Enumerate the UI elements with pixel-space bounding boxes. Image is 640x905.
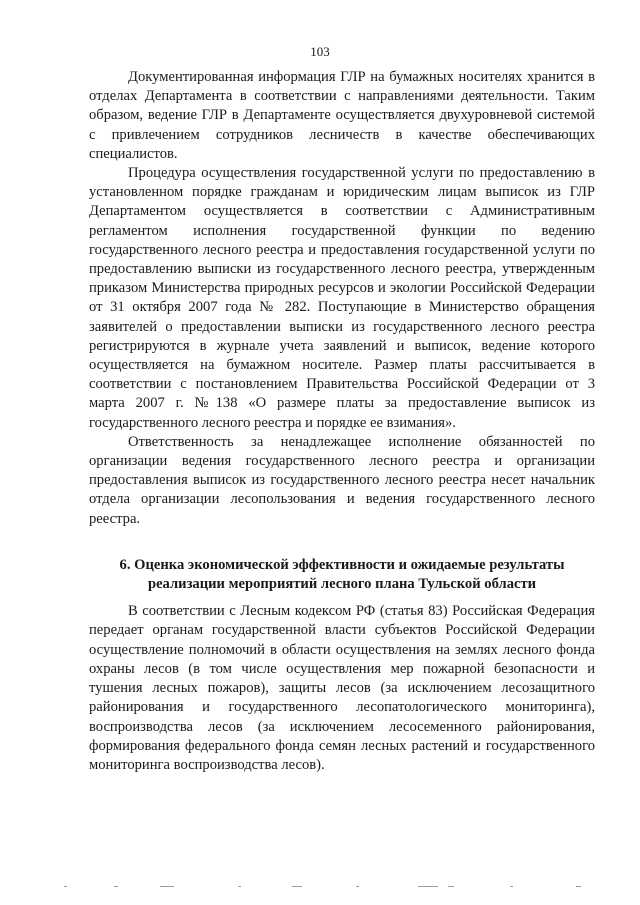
section-heading <box>89 556 595 594</box>
paragraph-forest-code: В соответствии с Лесным кодексом РФ (статья 83) Российская Федерация передает органам государственной власти субъектов Российской Федерации осуществление полномочий в области осуществления на землях лесного фонда охраны лесов (в том числе осуществления мер пожарной безопасности и тушения лесных пожаров), защиты лесов (за исключением лесозащитного районирования и государственного лесопатологического мониторинга), воспроизводства лесов (за исключением лесосеменного районирования, формирования федерального фонда семян лесных растений и государственного мониторинга воспроизводства лесов). <box>89 603 595 773</box>
paragraph-glr-storage: Документированная информация ГЛР на бумажных носителях хранится в отделах Департамента в соответствии с направлениями деятельности. Таким образом, ведение ГЛР в Департаменте осуществляется двухуровневой системой с привлечением сотрудников лесничеств в качестве обеспечивающих специалистов. <box>89 69 595 162</box>
scan-artifacts <box>56 884 616 890</box>
section-heading-line-2: реализации мероприятий лесного плана Тульской области <box>147 576 537 593</box>
paragraph-service-procedure: Процедура осуществления государственной услуги по предоставлению в установленном порядке гражданам и юридическим лицам выписок из ГЛР Департаментом осуществляется в соответствии с Административным регламентом исполнения государственной функции по ведению государственного лесного реестра и предоставления государственной услуги по предоставлению выписки из государственного лесного реестра, утвержденным приказом Министерства природных ресурсов и экологии Российской Федерации от 31 октября 2007 года № 282. Поступающие в Министерство обращения заявителей о предоставлении выписки из государственного лесного реестра регистрируются в журнале учета заявлений и выписок, ведение которого осуществляется на бумажном носителе. Размер платы рассчитывается в соответствии с постановлением Правительства Российской Федерации от 3 марта 2007 г. №138 «О размере платы за предоставление выписок из государственного лесного реестра и порядке ее взимания». <box>89 165 595 431</box>
page-number: 103 <box>310 44 330 59</box>
document-body <box>89 68 595 775</box>
paragraph-responsibility: Ответственность за ненадлежащее исполнение обязанностей по организации ведения государственного лесного реестра и организации предоставления выписок из государственного лесного реестра несет начальник отдела организации лесопользования и ведения государственного лесного реестра. <box>89 433 595 527</box>
section-heading-line-1: 6. Оценка экономической эффективности и ожидаемые результаты <box>119 556 565 573</box>
